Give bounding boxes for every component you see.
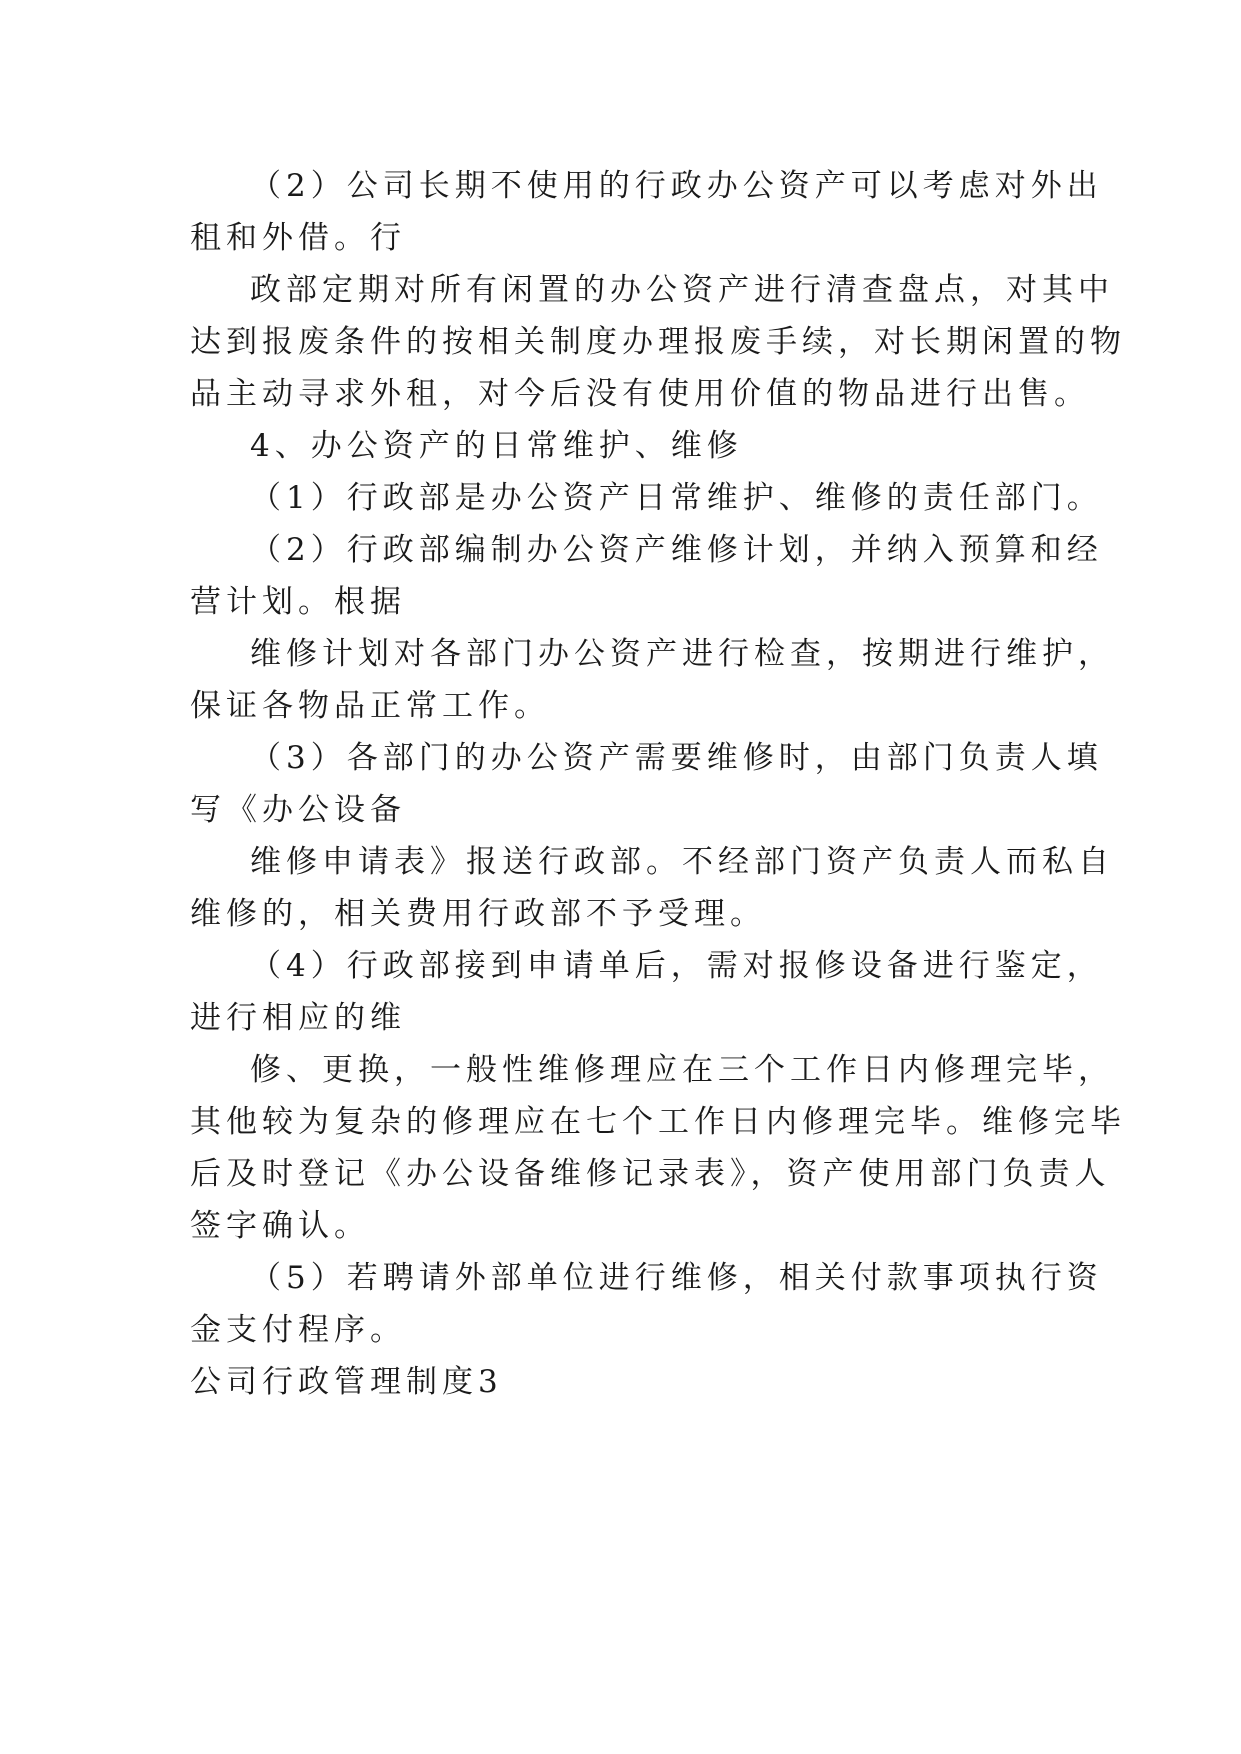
paragraph-line: 金支付程序。	[190, 1312, 406, 1348]
paragraph-line: 其他较为复杂的修理应在七个工作日内修理完毕。维修完毕	[190, 1104, 1126, 1140]
paragraph-line: 签字确认。	[190, 1208, 370, 1244]
paragraph-line: 进行相应的维	[190, 1000, 406, 1036]
paragraph-line: 维修的，相关费用行政部不予受理。	[190, 896, 766, 932]
paragraph-line: （1）行政部是办公资产日常维护、维修的责任部门。	[250, 480, 1103, 516]
paragraph-line: （3）各部门的办公资产需要维修时，由部门负责人填	[250, 740, 1103, 776]
document-title: 公司行政管理制度3	[190, 1364, 503, 1400]
paragraph-line: （2）行政部编制办公资产维修计划，并纳入预算和经	[250, 532, 1103, 568]
paragraph-line: 修、更换，一般性维修理应在三个工作日内修理完毕，	[250, 1052, 1114, 1088]
paragraph-line: 租和外借。行	[190, 220, 406, 256]
paragraph-line: 达到报废条件的按相关制度办理报废手续，对长期闲置的物	[190, 324, 1126, 360]
paragraph-line: 政部定期对所有闲置的办公资产进行清查盘点，对其中	[250, 272, 1114, 308]
paragraph-line: （5）若聘请外部单位进行维修，相关付款事项执行资	[250, 1260, 1103, 1296]
paragraph-line: （4）行政部接到申请单后，需对报修设备进行鉴定，	[250, 948, 1103, 984]
paragraph-line: 营计划。根据	[190, 584, 406, 620]
paragraph-line: 保证各物品正常工作。	[190, 688, 550, 724]
paragraph-line: 写《办公设备	[190, 792, 406, 828]
paragraph-line: 后及时登记《办公设备维修记录表》，资产使用部门负责人	[190, 1156, 1111, 1192]
paragraph-line: 品主动寻求外租，对今后没有使用价值的物品进行出售。	[190, 376, 1090, 412]
section-heading: 4、办公资产的日常维护、维修	[250, 428, 743, 464]
paragraph-line: 维修计划对各部门办公资产进行检查，按期进行维护，	[250, 636, 1114, 672]
paragraph-line: 维修申请表》报送行政部。不经部门资产负责人而私自	[250, 844, 1114, 880]
paragraph-line: （2）公司长期不使用的行政办公资产可以考虑对外出	[250, 168, 1103, 204]
